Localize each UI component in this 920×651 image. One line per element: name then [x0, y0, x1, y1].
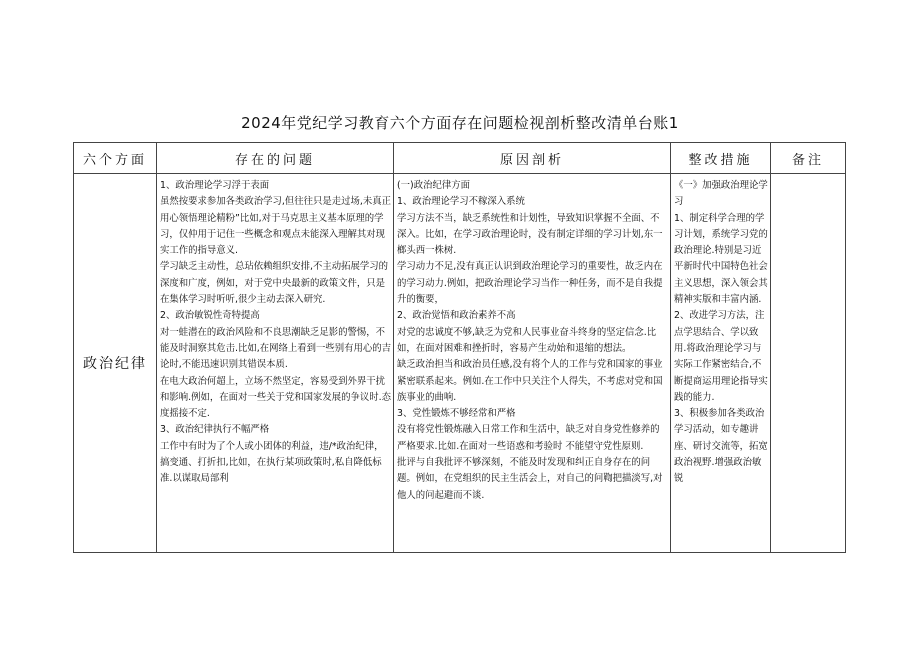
- measures-line: 3、积极参加各类政治学习活动，如专趣讲座、研讨交流等，拓宽政治视野.增强政治敏锐: [674, 408, 768, 485]
- measures-line: 2、改进学习方法，注点学思结合、学以致用.将政治理论学习与实际工作紧密结合,不断提商运用理论指导实践的能力.: [674, 310, 768, 403]
- header-causes: 原因剖析: [394, 143, 671, 174]
- problems-line: 2、政治敏锐性奇特提高: [160, 310, 260, 322]
- measures-line: 《一》加强政治理论学习: [674, 180, 768, 208]
- problems-line: 对一蛙潜在的政治风险和不良思潮缺乏足影的警惕，不能及时洞察其危击.比如,在网络上看到一些别有用心的吉论时,不能迅速识别其错误本质.: [160, 326, 391, 371]
- causes-line: 没有将党性锻炼融入日常工作和生活中，缺乏对自身党性修养的严格要求.比如.在面对一些语惑和考验时 不能望守党性原则.: [397, 424, 660, 452]
- measures-cell: [671, 174, 771, 553]
- header-remarks: 备注: [771, 143, 846, 174]
- header-problems: 存在的问题: [157, 143, 394, 174]
- causes-line: 2、政治觉悟和政治素养不高: [397, 310, 516, 322]
- causes-line: 学习动力不足,没有真正认识到政治理论学习的重要性，故乏内在的学习动力.例如，把政治理论学习当作一种任务，而不是自我提升的衡要，: [397, 261, 663, 306]
- causes-line: 对党的忠诚度不够,缺乏为党和人民事业奋斗终身的坚定信念.比如，在面对困难和挫折时，容易产生动始和退缩的想法。: [397, 326, 657, 354]
- causes-line: (一)政治纪律方面: [397, 180, 470, 191]
- measures-line: 1、制定科学合理的学习计划，系统学习党的政治理论.特别是习近平新时代中国特色社会主义思想，深入领会其精神实版和丰富内涵.: [674, 212, 768, 306]
- aspect-cell: 政治纪律: [74, 174, 157, 553]
- header-measures: 整改措施: [671, 143, 771, 174]
- problems-line: 工作中有时为了个人或小团体的利益，违/*政治纪律，搞变通、打折扣,比如，在执行某项政策时,私自降低标准.以谋取局部利: [160, 440, 384, 485]
- causes-line: 1、政治理论学习不稼深入系统: [397, 196, 525, 208]
- causes-line: 3、党性锻炼不够经常和严格: [397, 408, 516, 420]
- causes-line: 缺乏政治担当和政治员任感,没有将个人的工作与党和国家的事业紧密联系起来。例如.在工作中只关注个人得失，不考虑对党和国族事业的曲响.: [397, 359, 663, 403]
- header-aspect: 六个方面: [74, 143, 157, 174]
- causes-line: 学习方法不当，缺乏系统性和计划性，导致知识掌握不全面、不深入。比如，在学习政治理论时，没有制定详细的学习计划,东一榔头西一株树.: [397, 212, 663, 257]
- table-row: [74, 174, 846, 553]
- problems-cell: [157, 174, 394, 553]
- table-header-row: [74, 143, 846, 174]
- problems-line: 3、政治纪律执行不幅严格: [160, 424, 270, 436]
- problems-line: 1、政治理论学习浮于表面: [160, 180, 270, 191]
- causes-cell: [394, 174, 671, 553]
- problems-line: 学习缺乏主动性，总玷依赖组织安排,不主动拓展学习的深度和广度，例如，对于党中央最新的政策文件，只是在集体学习时听听,很少主动去深入研究.: [160, 261, 388, 306]
- causes-line: 批评与自我批评不够深刻，不能及时发现和纠正自身存在的问题。例如，在党组织的民主生活会上，对自己的问鞫把描淡写,对他人的问起避而不谈.: [397, 457, 663, 501]
- rectification-ledger-table: [73, 142, 846, 553]
- ledger-title: 2024年党纪学习教育六个方面存在问题检视剖析整改清单台账1: [241, 114, 679, 132]
- problems-line: 虽然按要求参加各类政治学习,但往往只是走过场,未真正用心领悟理论精粉”比如,对于马克思主义基本原理的学习，仅仲用于记住一些概念和观点未能深入理解其对现实工作的指导意义.: [160, 196, 391, 257]
- problems-line: 在电大政治何超上，立场不然坚定，容易受到外界干扰和影响.例如，在面对一些关于党和国家发展的争议时.态度摇接不定.: [160, 375, 391, 420]
- remarks-cell: [771, 174, 846, 553]
